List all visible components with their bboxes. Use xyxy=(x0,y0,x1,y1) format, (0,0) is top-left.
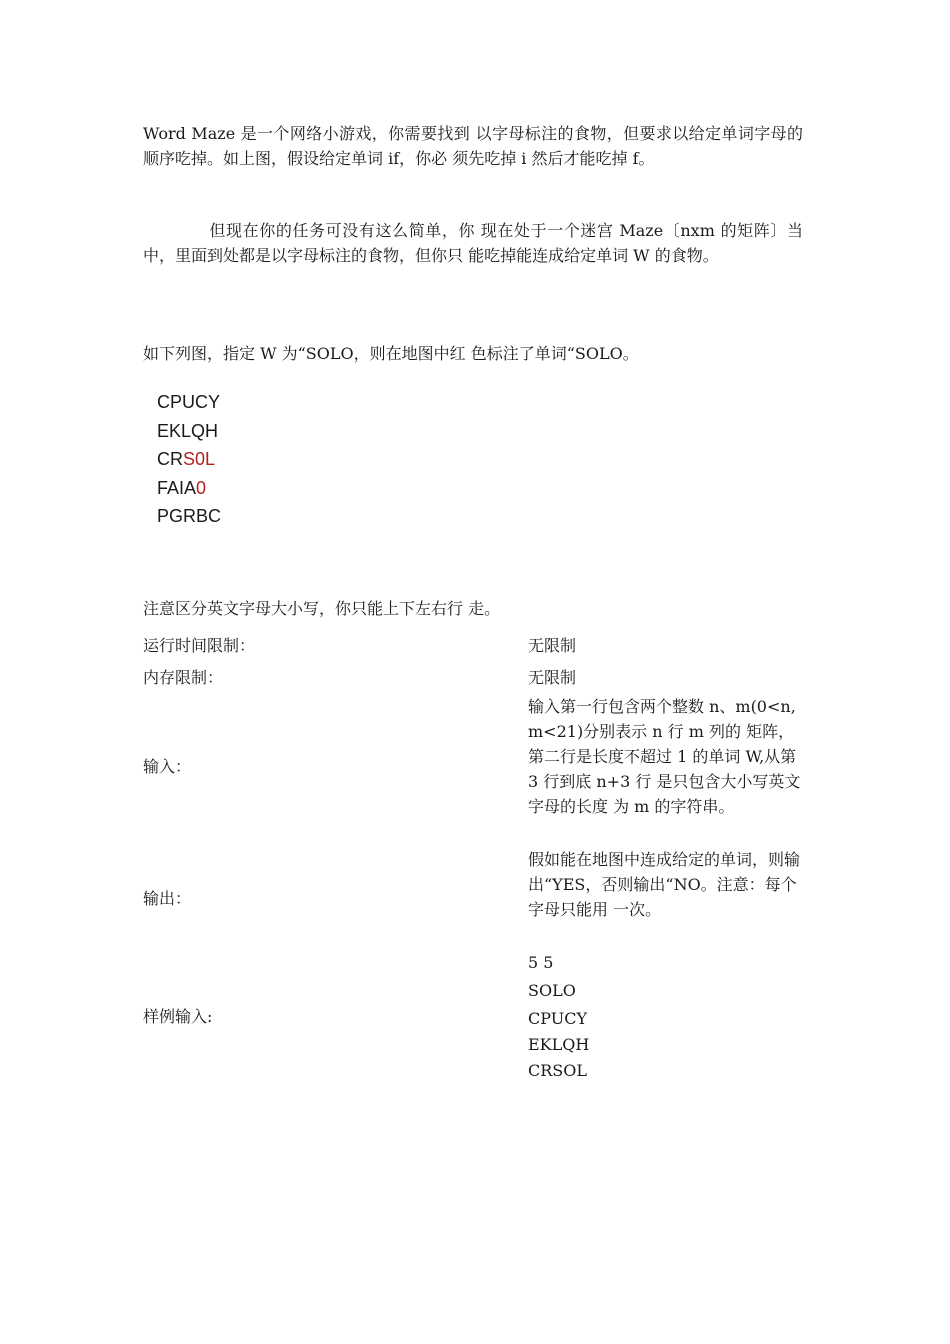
input-label: 输入： xyxy=(143,757,192,776)
sample-line: EKLQH xyxy=(528,1035,590,1054)
maze-highlight: 0 xyxy=(196,477,207,498)
note-paragraph: 注意区分英文字母大小写，你只能上下左右行 走。 xyxy=(143,599,501,618)
maze-row: CPUCY xyxy=(157,392,221,412)
memory-limit-label: 内存限制： xyxy=(143,668,224,687)
maze-row: FAIA0 xyxy=(157,477,207,498)
sample-line: 5 5 xyxy=(528,953,554,972)
sample-line: CRSOL xyxy=(528,1061,587,1080)
input-description: 输入第一行包含两个整数 n、m(0<n, m<21)分别表示 n 行 m 列的 矩阵，第二行是长度不超过 1 的单词 W,从第 3 行到底 n+3 行 是只包含大小写英文字母的长度 为 m 的字符串。 xyxy=(528,697,801,816)
sample-input-label: 样例输入: xyxy=(143,1007,213,1026)
maze-row: EKLQH xyxy=(157,420,219,441)
maze-row: PGRBC xyxy=(157,506,222,526)
intro-paragraph-2: 但现在你的任务可没有这么简单，你 现在处于一个迷宫 Maze〔nxm 的矩阵〕当 中，里面到处都是以字母标注的食物，但你只 能吃掉能连成给定单词 W 的食物。 xyxy=(143,221,803,265)
maze-row: CRS0L xyxy=(157,449,216,469)
maze-highlight: S0L xyxy=(183,449,216,469)
intro-paragraph-1: Word Maze 是一个网络小游戏，你需要找到 以字母标注的食物，但要求以给定单词字母的 顺序吃掉。如上图，假设给定单词 if，你必 须先吃掉 i 然后才能吃掉 f。 xyxy=(143,124,803,168)
intro-paragraph-3: 如下列图，指定 W 为“SOLO，则在地图中红 色标注了单词“SOLO。 xyxy=(143,344,639,363)
sample-input-block xyxy=(528,950,803,1084)
output-label: 输出： xyxy=(143,889,192,908)
memory-limit-value: 无限制 xyxy=(528,668,577,687)
maze-grid xyxy=(157,388,221,531)
time-limit-value: 无限制 xyxy=(528,636,577,655)
sample-line: CPUCY xyxy=(528,1009,588,1028)
output-description: 假如能在地图中连成给定的单词，则输出“YES，否则输出“NO。注意：每个字母只能用 一次。 xyxy=(528,850,801,919)
time-limit-label: 运行时间限制： xyxy=(143,636,256,655)
sample-line: SOLO xyxy=(528,981,576,1000)
